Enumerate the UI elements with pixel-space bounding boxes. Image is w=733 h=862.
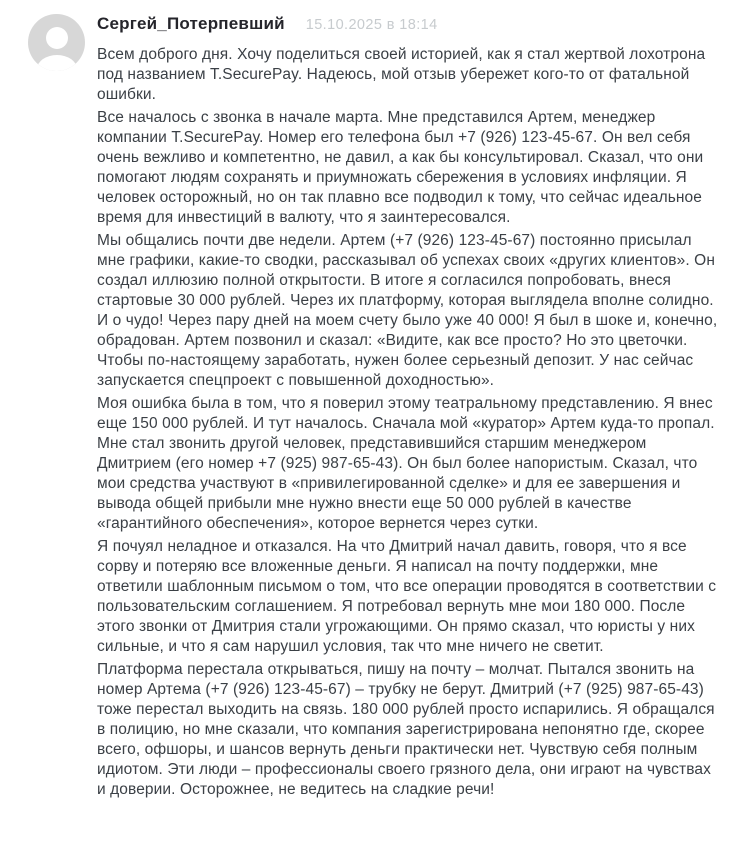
comment-paragraph: Моя ошибка была в том, что я поверил этому театральному представлению. Я внес еще 150 000 рублей. И тут началось. Сначала мой «куратор» Артем куда-то пропал. Мне стал звонить другой человек, представившийся старшим менеджером Дмитрием (его номер +7 (925) 987-65-43). Он был более напористым. Сказал, что мои средства участвуют в «привилегированной сделке» и для ее завершения и вывода общей прибыли мне нужно внести еще 50 000 рублей в качестве «гарантийного обеспечения», которое вернется через сутки. [97,395,715,532]
comment-paragraph: Всем доброго дня. Хочу поделиться своей историей, как я стал жертвой лохотрона под названием T.SecurePay. Надеюсь, мой отзыв убережет кого-то от фатальной ошибки. [97,46,706,103]
comment-timestamp: 15.10.2025 в 18:14 [305,17,438,33]
comment-paragraph: Мы общались почти две недели. Артем (+7 (926) 123-45-67) постоянно присылал мне графики, какие-то сводки, рассказывал об успехах своих «других клиентов». Он создал иллюзию полной открытости. В итоге я согласился попробовать, внеся стартовые 30 000 рублей. Через их платформу, которая выглядела вполне солидно. И о чудо! Через пару дней на моем счету было уже 40 000! Я был в шоке и, конечно, обрадован. Артем позвонил и сказал: «Видите, как все просто? Но это цветочки. Чтобы по-настоящему заработать, нужен более серьезный депозит. У нас сейчас запускается спецпроект с повышенной доходностью». [97,232,718,389]
comment-content [97,14,719,803]
comment-paragraph: Платформа перестала открываться, пишу на почту – молчат. Пытался звонить на номер Артема (+7 (926) 123-45-67) – трубку не берут. Дмитрий (+7 (925) 987-65-43) тоже перестал выходить на связь. 180 000 рублей просто испарились. Я обращался в полицию, но мне сказали, что компания зарегистрирована непонятно где, скорее всего, офшоры, и шансов вернуть деньги практически нет. Чувствую себя полным идиотом. Эти люди – профессионалы своего грязного дела, они играют на чувствах и доверии. Осторожнее, не ведитесь на сладкие речи! [97,661,715,798]
comment-paragraph: Все началось с звонка в начале марта. Мне представился Артем, менеджер компании T.SecurePay. Номер его телефона был +7 (926) 123-45-67. Он вел себя очень вежливо и компетентно, не давил, а как бы консультировал. Сказал, что они помогают людям сохранять и приумножать сбережения в условиях инфляции. Я человек осторожный, но он так плавно все подводил к тому, что сейчас идеальное время для инвестиций в валюту, что я заинтересовался. [97,109,704,226]
comment-author[interactable]: Сергей_Потерпевший [97,14,285,33]
person-icon [46,27,68,49]
comment-text [97,45,719,800]
user-avatar[interactable] [28,14,85,71]
comment-header [97,14,719,34]
comment-paragraph: Я почуял неладное и отказался. На что Дмитрий начал давить, говоря, что я все сорву и потеряю все вложенные деньги. Я написал на почту поддержки, мне ответили шаблонным письмом о том, что все операции проводятся в соответствии с пользовательским соглашением. Я потребовал вернуть мне мои 180 000. После этого звонки от Дмитрия стали угрожающими. Он прямо сказал, что юристы у них сильные, и что я сам нарушил условия, так что мне ничего не светит. [97,538,717,655]
person-shoulders-icon [37,55,77,71]
